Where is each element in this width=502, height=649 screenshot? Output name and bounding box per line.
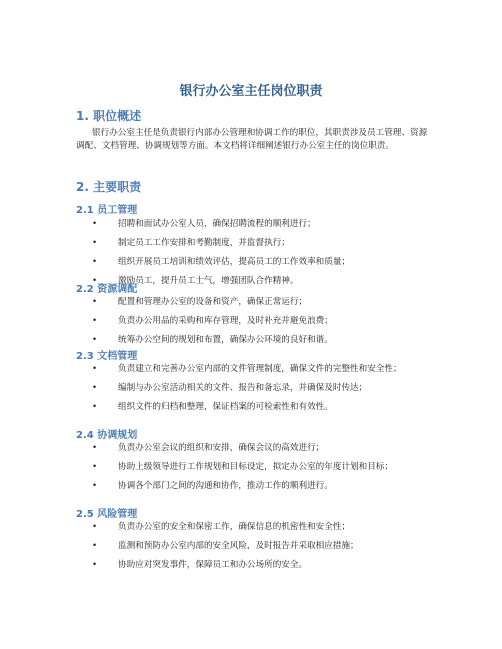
list-item: • 负责办公用品的采购和库存管理，及时补充并避免浪费；	[76, 315, 428, 328]
list-item: • 编制与办公室活动相关的文件、报告和备忘录，并确保及时传达；	[76, 382, 428, 395]
section-heading-overview: 1. 职位概述	[76, 109, 142, 123]
list-item: • 统筹办公空间的规划和布置，确保办公环境的良好和谐。	[76, 334, 428, 347]
list-item: • 激励员工，提升员工士气，增强团队合作精神。	[76, 275, 428, 288]
list-item: • 协调各个部门之间的沟通和协作，推动工作的顺利进行。	[76, 480, 428, 493]
bullet-list-coordination	[76, 442, 428, 499]
section-heading-duties: 2. 主要职责	[76, 180, 142, 194]
subsection-heading-resources: 2.2 资源调配	[76, 284, 138, 295]
list-item: • 负责建立和完善办公室内部的文件管理制度，确保文件的完整性和安全性；	[76, 363, 428, 376]
list-item: • 协助应对突发事件，保障员工和办公场所的安全。	[76, 559, 428, 572]
list-item: • 负责办公室的安全和保密工作，确保信息的机密性和安全性；	[76, 521, 428, 534]
bullet-list-resources	[76, 296, 428, 353]
list-item: • 监测和预防办公室内部的安全风险，及时报告并采取相应措施；	[76, 540, 428, 553]
subsection-heading-coordination: 2.4 协调规划	[76, 430, 138, 441]
list-item: • 招聘和面试办公室人员，确保招聘流程的顺利进行；	[76, 218, 428, 231]
overview-paragraph: 银行办公室主任是负责银行内部办公管理和协调工作的职位，其职责涉及员工管理、资源调配、文档管理、协调规划等方面。本文档将详细阐述银行办公室主任的岗位职责。	[76, 128, 428, 151]
document-title: 银行办公室主任岗位职责	[179, 84, 323, 99]
list-item: • 协助上级领导进行工作规划和目标设定，拟定办公室的年度计划和目标；	[76, 461, 428, 474]
list-item: • 组织开展员工培训和绩效评估，提高员工的工作效率和质量；	[76, 256, 428, 269]
list-item: • 负责办公室会议的组织和安排，确保会议的高效进行；	[76, 442, 428, 455]
bullet-list-documents	[76, 363, 428, 420]
subsection-heading-risk: 2.5 风险管理	[76, 509, 138, 520]
subsection-heading-staff: 2.1 员工管理	[76, 205, 138, 216]
bullet-list-risk	[76, 521, 428, 578]
list-item: • 配置和管理办公室的设备和资产，确保正常运行；	[76, 296, 428, 309]
subsection-heading-documents: 2.3 文档管理	[76, 351, 138, 362]
list-item: • 组织文件的归档和整理，保证档案的可检索性和有效性。	[76, 401, 428, 414]
list-item: • 制定员工工作安排和考勤制度，并监督执行；	[76, 237, 428, 250]
